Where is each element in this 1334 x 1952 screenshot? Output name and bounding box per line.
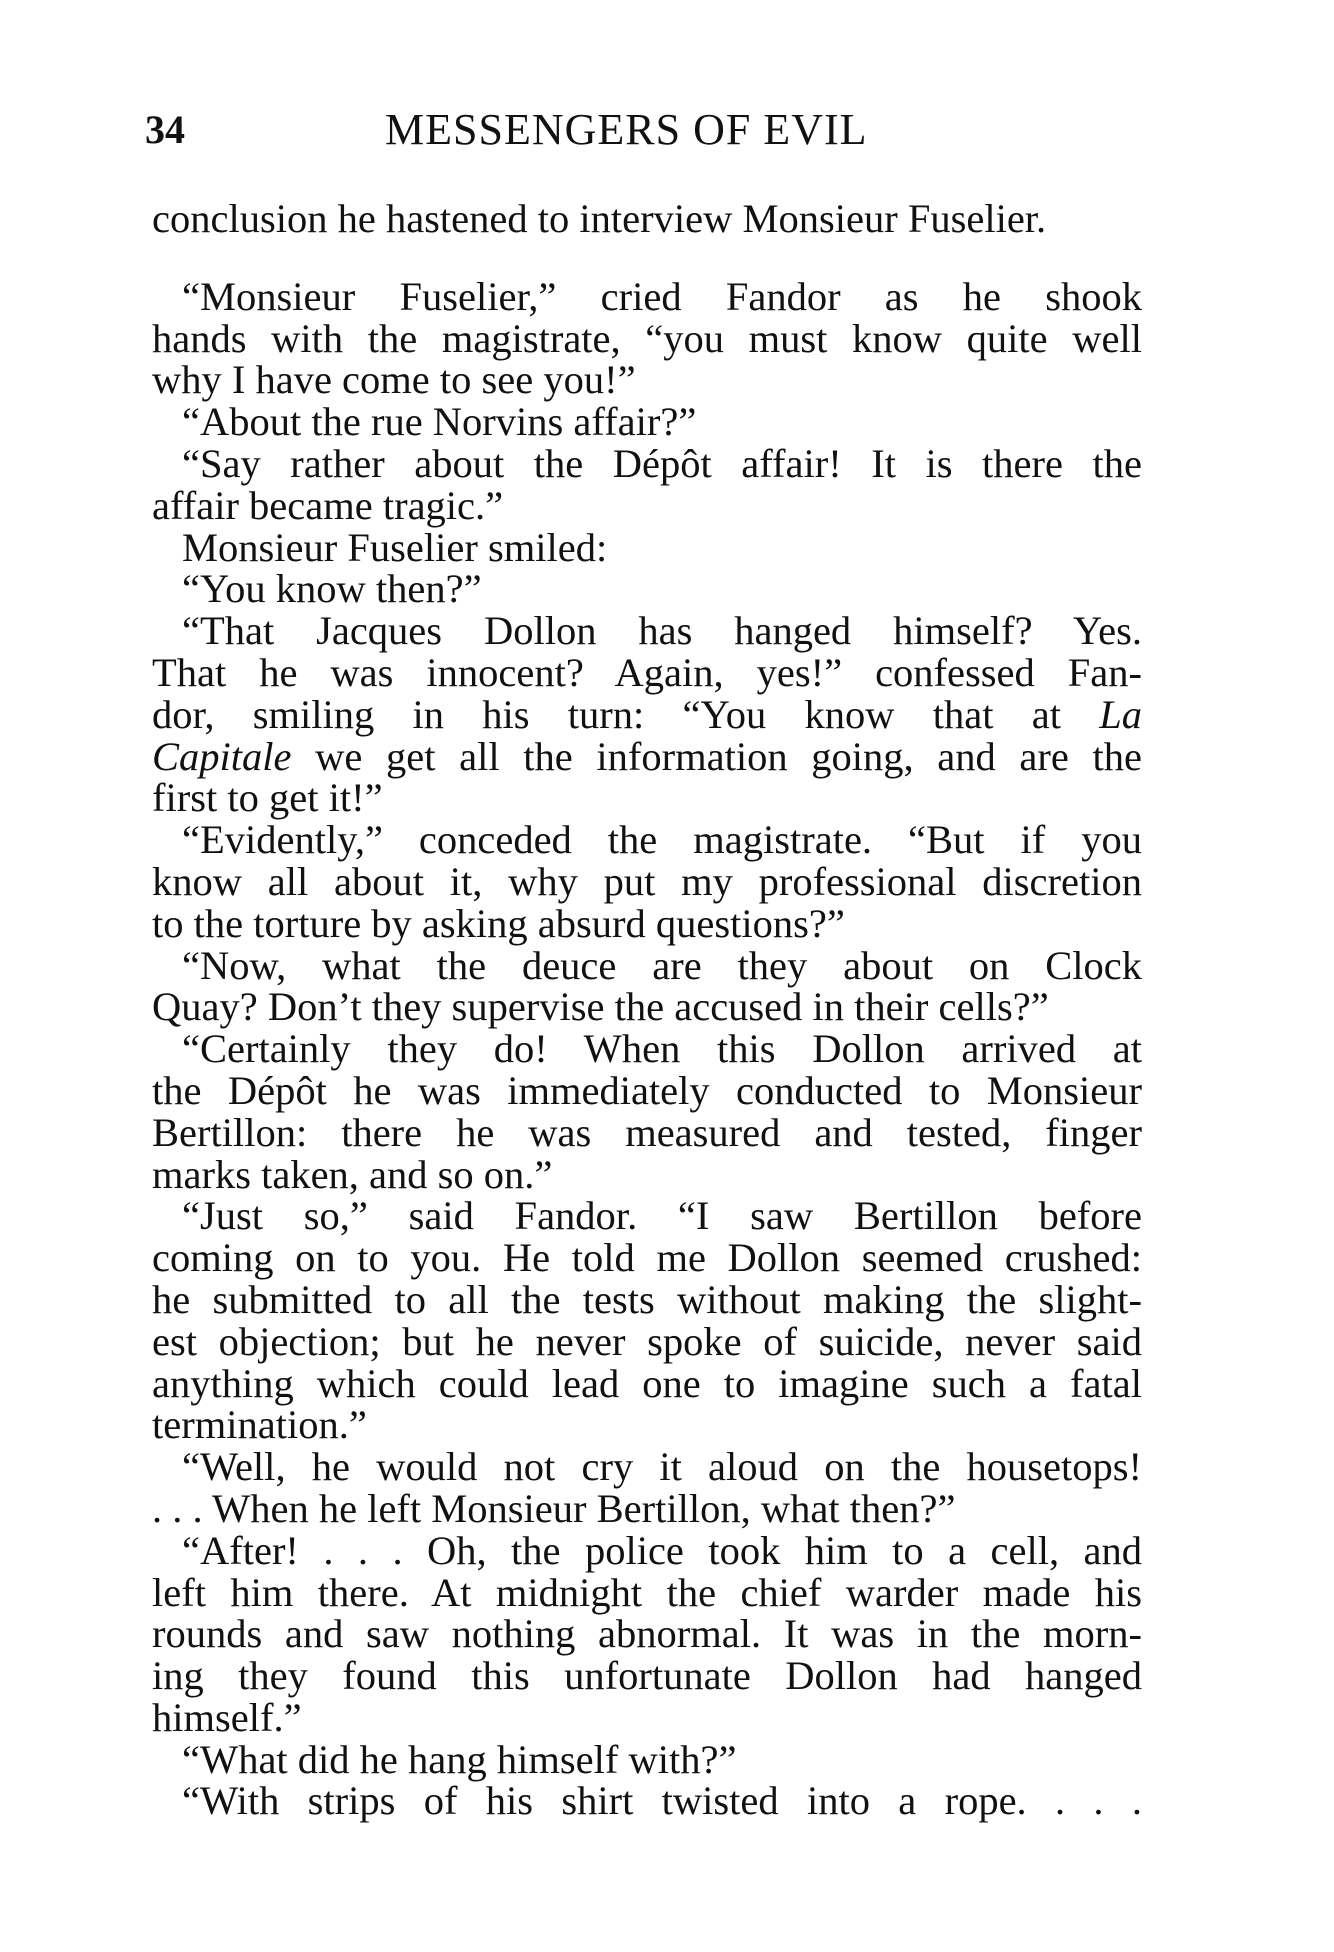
line-text: “That Jacques Dollon has hanged himself? Yes.: [182, 608, 1142, 654]
line-text: why I have come to see you!”: [152, 357, 636, 403]
line-text: “Now, what the deuce are they about on Clock: [182, 942, 1142, 988]
text-line: [152, 1276, 1142, 1322]
text-line: [152, 359, 1142, 401]
line-text: “After! . . . Oh, the police took him to a cell, and: [182, 1527, 1142, 1573]
line-text: “Certainly they do! When this Dollon arrived at: [182, 1026, 1142, 1072]
line-text: That he was innocent? Again, yes!” confessed Fan-: [152, 649, 1142, 695]
text-line: [152, 1736, 1142, 1782]
line-text: know all about it, why put my professional discretion: [152, 858, 1142, 904]
line-text: hands with the magistrate, “you must know quite well: [152, 315, 1142, 361]
text-line: [152, 610, 1142, 652]
line-text: left him there. At midnight the chief warder made his: [152, 1569, 1142, 1615]
text-line: [152, 1780, 1142, 1822]
text-line: [152, 777, 1142, 819]
line-text: marks taken, and so on.”: [152, 1151, 553, 1197]
line-text: “With strips of his shirt twisted into a rope. . . .: [182, 1778, 1142, 1824]
text-line: [152, 1655, 1142, 1697]
line-text: we get all the information going, and are the: [315, 733, 1143, 779]
text-line: [152, 1446, 1142, 1488]
page-number: 34: [145, 107, 185, 152]
line-text: rounds and saw nothing abnormal. It was in the morn-: [152, 1611, 1142, 1657]
text-line: [152, 649, 1142, 695]
line-text: Quay? Don’t they supervise the accused in their cells?”: [152, 984, 1049, 1030]
text-line: [152, 1109, 1142, 1155]
text-line: [152, 1527, 1142, 1573]
italic-text: Capitale: [152, 733, 292, 779]
text-line: [152, 1404, 1142, 1446]
text-line: [152, 315, 1142, 361]
line-text: dor, smiling in his turn: “You know that at: [152, 691, 1061, 737]
text-line: [152, 900, 1142, 946]
text-line: [152, 819, 1142, 861]
line-text: . . . When he left Monsieur Bertillon, what then?”: [152, 1485, 956, 1531]
line-text: “Say rather about the Dépôt affair! It is there the: [182, 440, 1142, 486]
line-text: Bertillon: there he was measured and tested, finger: [152, 1109, 1142, 1155]
page-header: [145, 100, 1145, 160]
text-line: [152, 440, 1142, 486]
line-text: Monsieur Fuselier smiled:: [182, 524, 608, 570]
line-text: “What did he hang himself with?”: [182, 1736, 737, 1782]
line-text: the Dépôt he was immediately conducted to Monsieur: [152, 1067, 1142, 1113]
text-line: [152, 1151, 1142, 1197]
text-line: [152, 524, 1142, 570]
line-text: himself.”: [152, 1694, 302, 1740]
text-line: [152, 986, 1142, 1028]
line-text: he submitted to all the tests without making the slight-: [152, 1276, 1142, 1322]
text-line: [152, 1613, 1142, 1655]
line-text: to the torture by asking absurd questions?”: [152, 900, 845, 946]
line-text: est objection; but he never spoke of suicide, never said: [152, 1318, 1142, 1364]
text-line: [152, 1195, 1142, 1237]
line-text: “Well, he would not cry it aloud on the housetops!: [182, 1444, 1142, 1490]
text-line: [152, 691, 1142, 737]
text-line: [152, 401, 1142, 443]
text-line: [152, 273, 1142, 319]
line-text: anything which could lead one to imagine such a fatal: [152, 1360, 1142, 1406]
line-text: affair became tragic.”: [152, 482, 504, 528]
text-line: [152, 568, 1142, 610]
text-line: [152, 198, 1142, 240]
line-text: termination.”: [152, 1402, 367, 1448]
line-text: “Evidently,” conceded the magistrate. “But if you: [182, 817, 1142, 863]
line-text: ing they found this unfortunate Dollon had hanged: [152, 1653, 1142, 1699]
text-line: [152, 1237, 1142, 1279]
text-line: [152, 482, 1142, 528]
text-line: [152, 858, 1142, 904]
line-text: “Monsieur Fuselier,” cried Fandor as he shook: [182, 273, 1142, 319]
text-line: [152, 1569, 1142, 1615]
line-text: “You know then?”: [182, 566, 482, 612]
text-line: [152, 942, 1142, 988]
line-text: “About the rue Norvins affair?”: [182, 399, 697, 445]
italic-text: La: [1099, 691, 1142, 737]
body-text: [152, 198, 1142, 1822]
text-line: [152, 1028, 1142, 1070]
text-line: [152, 1694, 1142, 1740]
text-line: [152, 1067, 1142, 1113]
line-text: “Just so,” said Fandor. “I saw Bertillon before: [182, 1193, 1142, 1239]
text-line: [152, 1318, 1142, 1364]
line-text: first to get it!”: [152, 775, 383, 821]
line-text: coming on to you. He told me Dollon seemed crushed:: [152, 1235, 1142, 1281]
running-title: MESSENGERS OF EVIL: [385, 105, 868, 154]
text-line: [152, 733, 1143, 779]
line-text: conclusion he hastened to interview Monsieur Fuselier.: [152, 196, 1047, 241]
text-line: [152, 1360, 1142, 1406]
text-line: [152, 1485, 1142, 1531]
